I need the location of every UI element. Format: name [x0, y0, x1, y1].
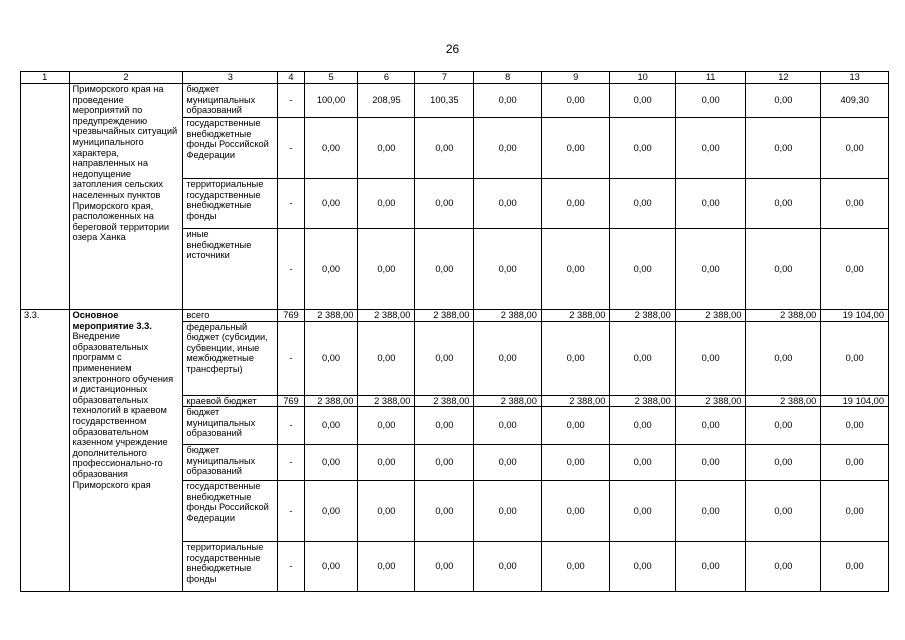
amount-cell: 0,00 — [474, 445, 541, 481]
code-cell: - — [278, 229, 304, 310]
column-number: 2 — [69, 72, 183, 84]
funding-source-cell: всего — [183, 310, 278, 322]
item-number-cell — [21, 84, 70, 310]
amount-cell: 0,00 — [541, 481, 610, 542]
amount-cell: 0,00 — [746, 84, 821, 118]
amount-cell: 0,00 — [358, 118, 415, 179]
measure-description-cell — [69, 84, 183, 310]
amount-cell: 0,00 — [541, 118, 610, 179]
amount-cell: 0,00 — [474, 118, 541, 179]
amount-cell: 0,00 — [304, 445, 358, 481]
amount-cell: 0,00 — [610, 179, 675, 229]
amount-cell: 0,00 — [304, 407, 358, 445]
amount-cell: 2 388,00 — [415, 395, 474, 407]
measure-description: Внедрение образовательных программ с применением электронного обучения и дистанционных образовательных технологий в краевом государственном образовательном казенном учреждение дополнительного профессионально-го образования Приморского края — [72, 331, 174, 490]
funding-source-cell: бюджет муниципальных образований — [183, 84, 278, 118]
amount-cell: 0,00 — [358, 542, 415, 592]
code-cell: - — [278, 179, 304, 229]
column-number: 12 — [746, 72, 821, 84]
amount-cell: 0,00 — [304, 321, 358, 395]
column-number: 8 — [474, 72, 541, 84]
amount-cell: 0,00 — [358, 321, 415, 395]
amount-cell: 0,00 — [746, 118, 821, 179]
funding-source-cell: бюджет муниципальных образований — [183, 407, 278, 445]
funding-source-cell: федеральный бюджет (субсидии, субвенции, иные межбюджетные трансферты) — [183, 321, 278, 395]
amount-cell: 0,00 — [821, 179, 889, 229]
item-number-cell: 3.3. — [21, 310, 70, 592]
code-cell: - — [278, 321, 304, 395]
measure-description-cell — [69, 310, 183, 592]
amount-cell: 2 388,00 — [610, 310, 675, 322]
amount-cell: 0,00 — [415, 542, 474, 592]
amount-cell: 0,00 — [821, 481, 889, 542]
amount-cell: 409,30 — [821, 84, 889, 118]
measure-description: Приморского края на проведение мероприятий по предупреждению чрезвычайных ситуаций муниципального характера, направленных на недопущение затопления сельских населенных пунктов Приморского края, расположенных на береговой территории озера Ханка — [72, 84, 178, 243]
amount-cell: 2 388,00 — [474, 310, 541, 322]
amount-cell: 0,00 — [610, 118, 675, 179]
amount-cell: 0,00 — [610, 481, 675, 542]
budget-table — [20, 71, 889, 592]
amount-cell: 0,00 — [358, 407, 415, 445]
amount-cell: 0,00 — [821, 118, 889, 179]
column-number: 9 — [541, 72, 610, 84]
amount-cell: 19 104,00 — [821, 395, 889, 407]
amount-cell: 0,00 — [474, 481, 541, 542]
amount-cell: 2 388,00 — [358, 310, 415, 322]
amount-cell: 0,00 — [610, 542, 675, 592]
amount-cell: 0,00 — [675, 118, 746, 179]
amount-cell: 2 388,00 — [304, 395, 358, 407]
amount-cell: 0,00 — [541, 407, 610, 445]
amount-cell: 0,00 — [746, 542, 821, 592]
amount-cell: 208,95 — [358, 84, 415, 118]
code-cell: - — [278, 407, 304, 445]
measure-title: Основное мероприятие 3.3. — [72, 310, 152, 331]
amount-cell: 0,00 — [821, 407, 889, 445]
amount-cell: 0,00 — [746, 179, 821, 229]
amount-cell: 2 388,00 — [541, 310, 610, 322]
amount-cell: 2 388,00 — [610, 395, 675, 407]
table-row — [21, 84, 889, 118]
amount-cell: 2 388,00 — [474, 395, 541, 407]
amount-cell: 0,00 — [415, 229, 474, 310]
amount-cell: 0,00 — [675, 445, 746, 481]
amount-cell: 0,00 — [675, 229, 746, 310]
amount-cell: 0,00 — [746, 407, 821, 445]
amount-cell: 0,00 — [746, 481, 821, 542]
amount-cell: 0,00 — [358, 445, 415, 481]
amount-cell: 0,00 — [821, 229, 889, 310]
column-number: 1 — [21, 72, 70, 84]
amount-cell: 0,00 — [415, 321, 474, 395]
amount-cell: 2 388,00 — [415, 310, 474, 322]
amount-cell: 0,00 — [610, 229, 675, 310]
amount-cell: 100,35 — [415, 84, 474, 118]
code-cell: 769 — [278, 310, 304, 322]
amount-cell: 2 388,00 — [358, 395, 415, 407]
amount-cell: 2 388,00 — [746, 395, 821, 407]
column-number-header-row — [21, 72, 889, 84]
amount-cell: 0,00 — [675, 321, 746, 395]
amount-cell: 0,00 — [610, 321, 675, 395]
amount-cell: 0,00 — [304, 481, 358, 542]
code-cell: - — [278, 84, 304, 118]
amount-cell: 0,00 — [415, 445, 474, 481]
table-row — [21, 310, 889, 322]
amount-cell: 2 388,00 — [675, 395, 746, 407]
amount-cell: 0,00 — [541, 229, 610, 310]
amount-cell: 0,00 — [746, 229, 821, 310]
funding-source-cell: иные внебюджетные источники — [183, 229, 278, 310]
amount-cell: 2 388,00 — [541, 395, 610, 407]
column-number: 3 — [183, 72, 278, 84]
amount-cell: 0,00 — [746, 321, 821, 395]
amount-cell: 0,00 — [610, 84, 675, 118]
amount-cell: 2 388,00 — [746, 310, 821, 322]
code-cell: - — [278, 118, 304, 179]
amount-cell: 0,00 — [541, 84, 610, 118]
amount-cell: 0,00 — [304, 542, 358, 592]
amount-cell: 0,00 — [415, 481, 474, 542]
amount-cell: 0,00 — [675, 481, 746, 542]
column-number: 11 — [675, 72, 746, 84]
code-cell: 769 — [278, 395, 304, 407]
amount-cell: 0,00 — [675, 179, 746, 229]
funding-source-cell: государственные внебюджетные фонды Российской Федерации — [183, 118, 278, 179]
amount-cell: 2 388,00 — [304, 310, 358, 322]
amount-cell: 0,00 — [675, 407, 746, 445]
page-number: 26 — [445, 42, 460, 56]
amount-cell: 0,00 — [541, 179, 610, 229]
amount-cell: 0,00 — [746, 445, 821, 481]
amount-cell: 0,00 — [474, 229, 541, 310]
funding-source-cell: территориальные государственные внебюджетные фонды — [183, 179, 278, 229]
amount-cell: 0,00 — [610, 445, 675, 481]
amount-cell: 0,00 — [474, 407, 541, 445]
amount-cell: 19 104,00 — [821, 310, 889, 322]
code-cell: - — [278, 542, 304, 592]
amount-cell: 0,00 — [821, 321, 889, 395]
amount-cell: 0,00 — [358, 229, 415, 310]
funding-source-cell: краевой бюджет — [183, 395, 278, 407]
funding-source-cell: государственные внебюджетные фонды Российской Федерации — [183, 481, 278, 542]
column-number: 6 — [358, 72, 415, 84]
amount-cell: 0,00 — [304, 118, 358, 179]
amount-cell: 0,00 — [474, 179, 541, 229]
funding-source-cell: территориальные государственные внебюджетные фонды — [183, 542, 278, 592]
amount-cell: 0,00 — [358, 481, 415, 542]
amount-cell: 0,00 — [541, 542, 610, 592]
amount-cell: 0,00 — [610, 407, 675, 445]
column-number: 4 — [278, 72, 304, 84]
column-number: 5 — [304, 72, 358, 84]
amount-cell: 0,00 — [821, 445, 889, 481]
amount-cell: 0,00 — [474, 542, 541, 592]
amount-cell: 0,00 — [541, 321, 610, 395]
code-cell: - — [278, 481, 304, 542]
column-number: 10 — [610, 72, 675, 84]
amount-cell: 0,00 — [304, 229, 358, 310]
amount-cell: 0,00 — [358, 179, 415, 229]
amount-cell: 0,00 — [821, 542, 889, 592]
amount-cell: 2 388,00 — [675, 310, 746, 322]
amount-cell: 0,00 — [675, 542, 746, 592]
amount-cell: 0,00 — [474, 84, 541, 118]
amount-cell: 100,00 — [304, 84, 358, 118]
column-number: 7 — [415, 72, 474, 84]
column-number: 13 — [821, 72, 889, 84]
amount-cell: 0,00 — [675, 84, 746, 118]
amount-cell: 0,00 — [541, 445, 610, 481]
funding-source-cell: бюджет муниципальных образований — [183, 445, 278, 481]
amount-cell: 0,00 — [415, 179, 474, 229]
amount-cell: 0,00 — [304, 179, 358, 229]
amount-cell: 0,00 — [474, 321, 541, 395]
amount-cell: 0,00 — [415, 118, 474, 179]
amount-cell: 0,00 — [415, 407, 474, 445]
code-cell: - — [278, 445, 304, 481]
